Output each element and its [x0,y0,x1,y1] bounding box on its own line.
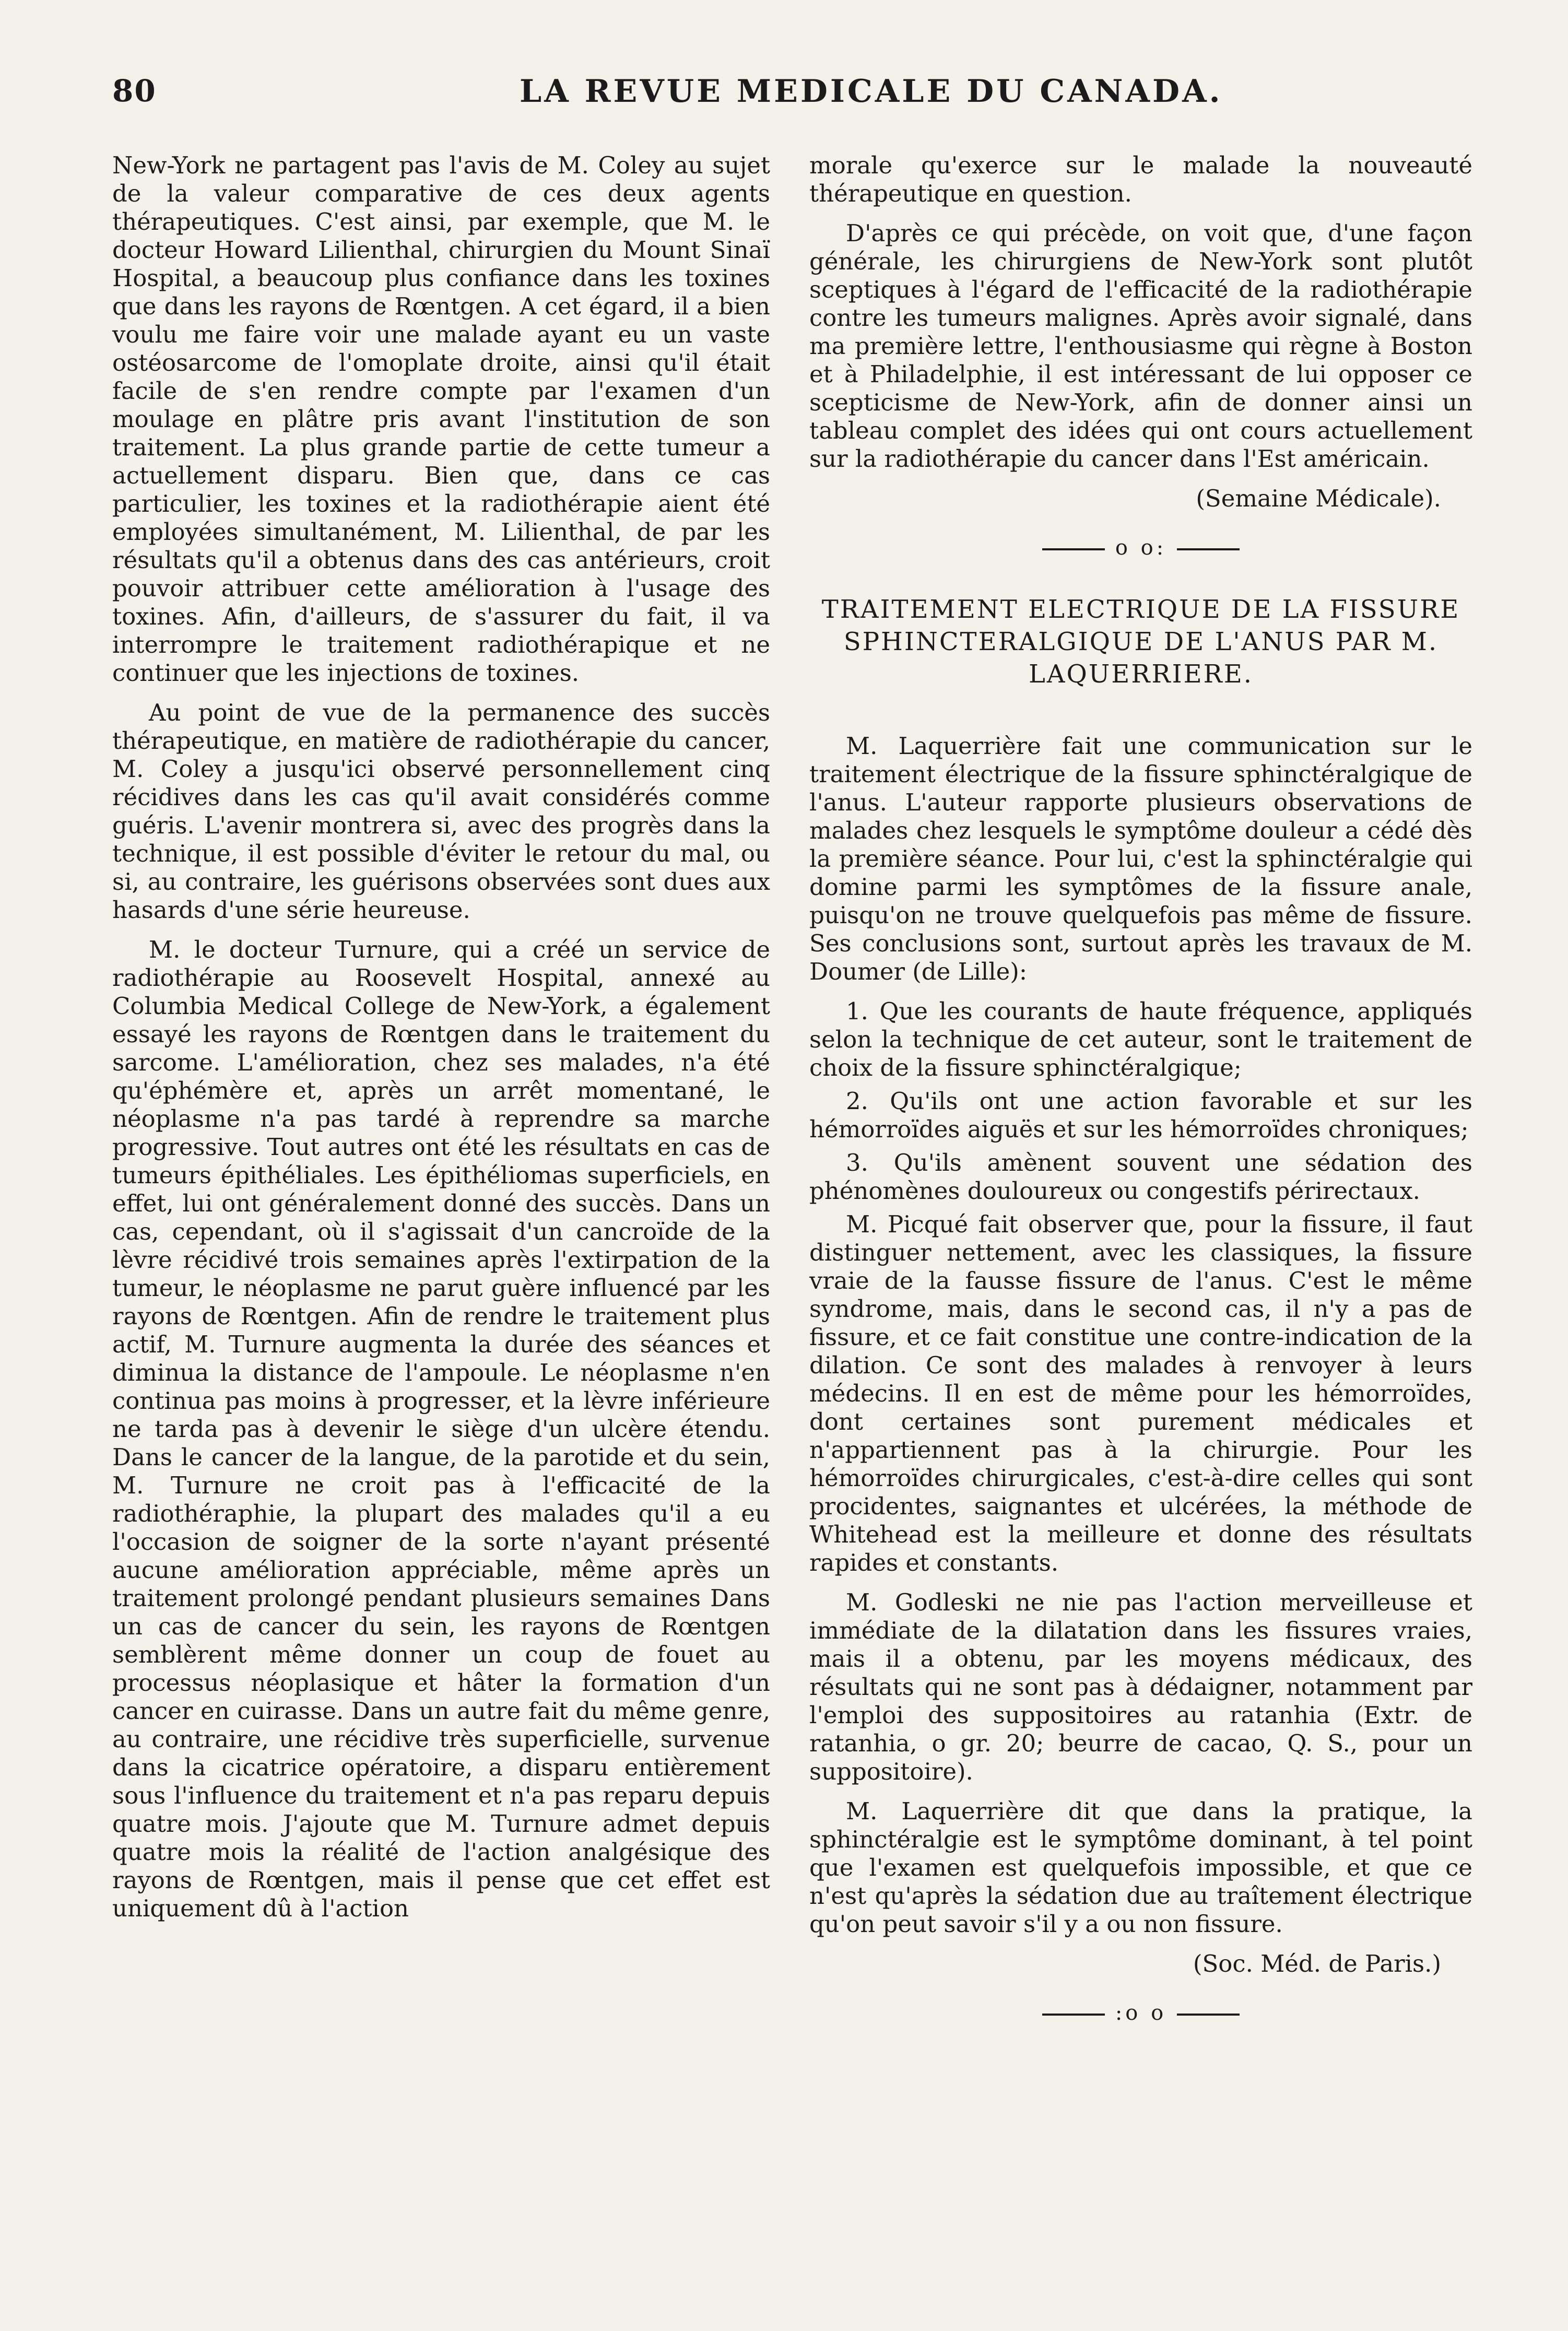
right-column [809,151,1472,2058]
source-attribution: (Semaine Médicale). [1196,485,1441,512]
separator-text: o o: [1115,536,1167,560]
list-item: 3. Qu'ils amènent souvent une sédation des phénomènes douloureux ou congestifs périrectaux. [809,1149,1472,1205]
separator-line [1177,2014,1240,2016]
running-title: LA REVUE MEDICALE DU CANADA. [520,73,1223,110]
paragraph: M. le docteur Turnure, qui a créé un service de radiothérapie au Roosevelt Hospital, annexé au Columbia Medical College de New-York, a également essayé les rayons de Rœntgen dans le traitement du sarcome. L'amélioration, chez ses malades, n'a été qu'éphémère et, après un arrêt momentané, le néoplasme n'a pas tardé à reprendre sa marche progressive. Tout autres ont été les résultats en cas de tumeurs épithéliales. Les épithéliomas superficiels, en effet, lui ont généralement donné des succès. Dans un cas, cependant, où il s'agissait d'un cancroïde de la lèvre récidivé trois semaines après l'extirpation de la tumeur, le néoplasme ne parut guère influencé par les rayons de Rœntgen. Afin de rendre le traitement plus actif, M. Turnure augmenta la durée des séances et diminua la distance de l'ampoule. Le néoplasme n'en continua pas moins à progresser, et la lèvre inférieure ne tarda pas à devenir le siège d'un ulcère étendu. Dans le cancer de la langue, de la parotide et du sein, M. Turnure ne croit pas à l'efficacité de la radiothéraphie, la plupart des malades qu'il a eu l'occasion de soigner de la sorte n'ayant présenté aucune amélioration appréciable, même après un traitement prolongé pendant plusieurs semaines Dans un cas de cancer du sein, les rayons de Rœntgen semblèrent même donner un coup de fouet au processus néoplasique et hâter la formation d'un cancer en cuirasse. Dans un autre fait du même genre, au contraire, une récidive très superficielle, survenue dans la cicatrice opératoire, a disparu entièrement sous l'influence du traitement et n'a pas reparu depuis quatre mois. J'ajoute que M. Turnure admet depuis quatre mois la réalité de l'action analgésique des rayons de Rœntgen, mais il pense que cet effet est uniquement dû à l'action [112,936,770,1922]
paragraph: M. Laquerrière fait une communication sur le traitement électrique de la fissure sphinctéralgique de l'anus. L'auteur rapporte plusieurs observations de malades chez lesquels le symptôme douleur a cédé dès la première séance. Pour lui, c'est la sphinctéralgie qui domine parmi les symptômes de la fissure anale, puisqu'on ne trouve quelquefois pas même de fissure. Ses conclusions sont, surtout après les travaux de M. Doumer (de Lille): [809,732,1472,985]
list-item: 1. Que les courants de haute fréquence, appliqués selon la technique de cet auteur, sont le traitement de choix de la fissure sphinctéralgique; [809,997,1472,1081]
source-attribution: (Soc. Méd. de Paris.) [1193,1950,1441,1977]
separator-line [1177,548,1240,550]
separator-line [1042,2014,1105,2016]
separator-text: :o o [1115,2001,1167,2025]
paragraph: M. Laquerrière dit que dans la pratique, la sphinctéralgie est le symptôme dominant, à tel point que l'examen est quelquefois impossible, et que ce n'est qu'après la sédation due au traîtement électrique qu'on peut savoir s'il y a ou non fissure. [809,1797,1472,1938]
paragraph: morale qu'exerce sur le malade la nouveauté thérapeutique en question. [809,151,1472,207]
paragraph: M. Picqué fait observer que, pour la fissure, il faut distinguer nettement, avec les classiques, la fissure vraie de la fausse fissure de l'anus. C'est le même syndrome, mais, dans le second cas, il n'y a pas de fissure, et ce fait constitue une contre-indication de la dilation. Ce sont des malades à renvoyer à leurs médecins. Il en est de même pour les hémorroïdes, dont certaines sont purement médicales et n'appartiennent pas à la chirurgie. Pour les hémorroïdes chirurgicales, c'est-à-dire celles qui sont procidentes, saignantes et ulcérées, la méthode de Whitehead est la meilleure et donne des résultats rapides et constants. [809,1210,1472,1576]
page-number: 80 [112,73,157,109]
list-item: 2. Qu'ils ont une action favorable et sur les hémorroïdes aiguës et sur les hémorroïdes chroniques; [809,1087,1472,1143]
paragraph: D'après ce qui précède, on voit que, d'une façon générale, les chirurgiens de New-York sont plutôt sceptiques à l'égard de l'efficacité de la radiothérapie contre les tumeurs malignes. Après avoir signalé, dans ma première lettre, l'enthousiasme qui règne à Boston et à Philadelphie, il est intéressant de lui opposer ce scepticisme de New-York, afin de donner ainsi un tableau complet des idées qui ont cours actuellement sur la radiothérapie du cancer dans l'Est américain. [809,219,1472,473]
article-title: TRAITEMENT ELECTRIQUE DE LA FISSURE SPHINCTERALGIQUE DE L'ANUS PAR M. LAQUERRIERE. [821,595,1460,689]
paragraph: New-York ne partagent pas l'avis de M. Coley au sujet de la valeur comparative de ces deux agents thérapeutiques. C'est ainsi, par exemple, que M. le docteur Howard Lilienthal, chirurgien du Mount Sinaï Hospital, a beaucoup plus confiance dans les toxines que dans les rayons de Rœntgen. A cet égard, il a bien voulu me faire voir une malade ayant eu un vaste ostéosarcome de l'omoplate droite, ainsi qu'il était facile de s'en rendre compte par l'examen d'un moulage en plâtre pris avant l'institution de son traitement. La plus grande partie de cette tumeur a actuellement disparu. Bien que, dans ce cas particulier, les toxines et la radiothérapie aient été employées simultanément, M. Lilienthal, de par les résultats qu'il a obtenus dans des cas antérieurs, croit pouvoir attribuer cette amélioration à l'usage des toxines. Afin, d'ailleurs, de s'assurer du fait, il va interrompre le traitement radiothérapique et ne continuer que les injections de toxines. [112,151,770,687]
section-separator [809,1999,1472,2027]
page-header [112,73,1470,120]
left-column [112,151,770,1934]
paragraph: M. Godleski ne nie pas l'action merveilleuse et immédiate de la dilatation dans les fissures vraies, mais il a obtenu, par les moyens médicaux, des résultats qui ne sont pas à dédaigner, notamment par l'emploi des suppositoires au ratanhia (Extr. de ratanhia, o gr. 20; beurre de cacao, Q. S., pour un suppositoire). [809,1588,1472,1785]
section-separator [809,534,1472,562]
paragraph: Au point de vue de la permanence des succès thérapeutique, en matière de radiothérapie du cancer, M. Coley a jusqu'ici observé personnellement cinq récidives dans les cas qu'il avait considérés comme guéris. L'avenir montrera si, avec des progrès dans la technique, il est possible d'éviter le retour du mal, ou si, au contraire, les guérisons observées sont dues aux hasards d'une série heureuse. [112,699,770,924]
separator-line [1042,548,1105,550]
